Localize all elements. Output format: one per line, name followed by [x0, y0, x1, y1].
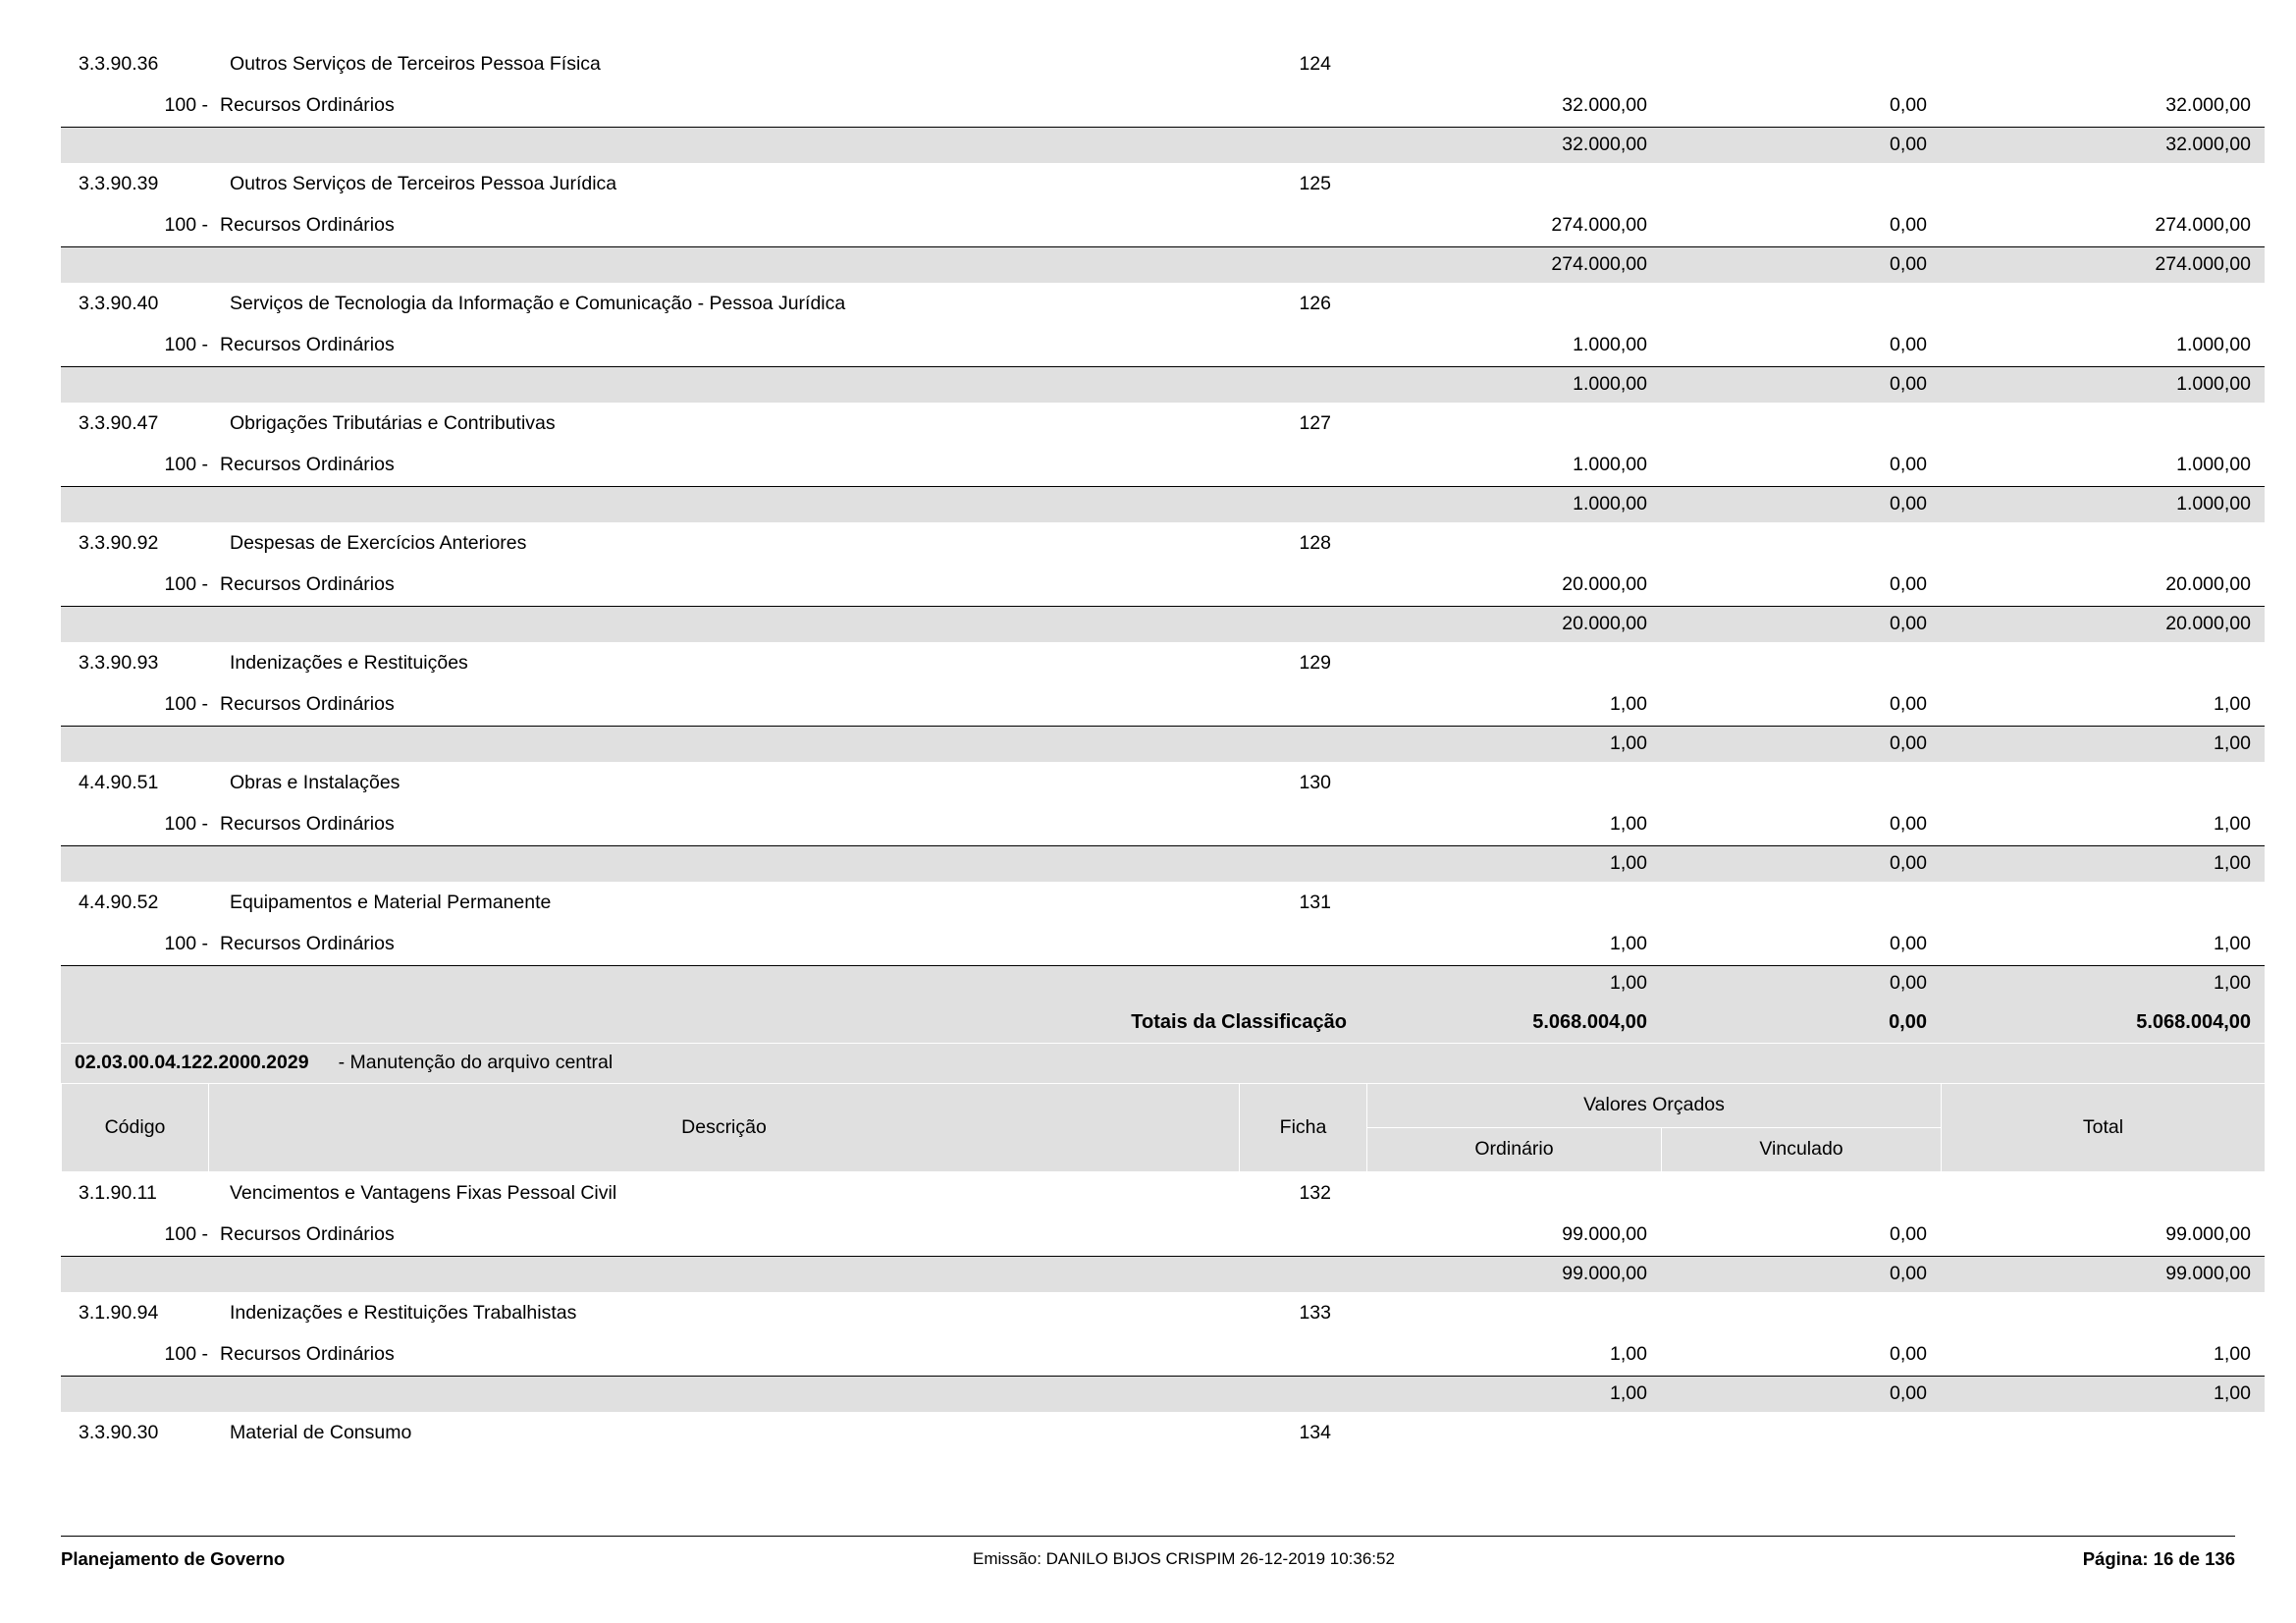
- table-row: [61, 283, 2265, 325]
- subtotal-vinculado: 0,00: [1661, 1257, 1941, 1293]
- entry-code: 3.1.90.94: [79, 1301, 159, 1324]
- source-name: Recursos Ordinários: [220, 454, 395, 476]
- source-code: 100 -: [164, 933, 208, 955]
- table-row: [61, 727, 2265, 763]
- entry-description: Obras e Instalações: [230, 771, 400, 793]
- source-vinculado: 0,00: [1890, 94, 1927, 117]
- subtotal-total: 1,00: [1941, 846, 2265, 883]
- entry-ficha: 131: [1299, 891, 1331, 913]
- entry-description: Indenizações e Restituições: [230, 651, 468, 674]
- entry-code: 3.3.90.93: [79, 651, 159, 674]
- source-code: 100 -: [164, 1223, 208, 1246]
- table-row: [61, 607, 2265, 643]
- section-name: - Manutenção do arquivo central: [338, 1052, 614, 1074]
- totals-ordinario: 5.068.004,00: [1366, 1001, 1661, 1044]
- subtotal-ordinario: 274.000,00: [1366, 247, 1661, 284]
- source-ordinario: 99.000,00: [1562, 1223, 1647, 1246]
- totals-label: Totais da Classificação: [61, 1001, 1366, 1044]
- source-vinculado: 0,00: [1890, 454, 1927, 476]
- section-code: 02.03.00.04.122.2000.2029: [75, 1052, 309, 1074]
- classification-totals-row: [61, 1001, 2265, 1044]
- source-name: Recursos Ordinários: [220, 1223, 395, 1246]
- table-row: [61, 642, 2265, 684]
- table-row: [61, 247, 2265, 284]
- source-ordinario: 1,00: [1610, 933, 1647, 955]
- budget-table-top: [61, 43, 2265, 1083]
- subtotal-ordinario: 1,00: [1366, 727, 1661, 763]
- table-row: [61, 163, 2265, 205]
- table-row: [61, 882, 2265, 924]
- subtotal-total: 20.000,00: [1941, 607, 2265, 643]
- subtotal-total: 1,00: [1941, 727, 2265, 763]
- entry-description: Outros Serviços de Terceiros Pessoa Jurídica: [230, 172, 617, 194]
- subtotal-ordinario: 32.000,00: [1366, 128, 1661, 164]
- table-row: [61, 325, 2265, 367]
- subtotal-total: 1.000,00: [1941, 487, 2265, 523]
- table-row: [61, 1215, 2265, 1257]
- subtotal-vinculado: 0,00: [1661, 487, 1941, 523]
- column-header-descricao: Descrição: [209, 1084, 1240, 1172]
- table-row: [61, 1257, 2265, 1293]
- column-header-ficha: Ficha: [1240, 1084, 1367, 1172]
- entry-code: 3.3.90.47: [79, 411, 159, 434]
- entry-description: Indenizações e Restituições Trabalhistas: [230, 1301, 577, 1324]
- source-ordinario: 1.000,00: [1573, 454, 1647, 476]
- subtotal-total: 274.000,00: [1941, 247, 2265, 284]
- source-ordinario: 1,00: [1610, 693, 1647, 716]
- source-vinculado: 0,00: [1890, 1223, 1927, 1246]
- table-row: [61, 403, 2265, 445]
- entry-description: Equipamentos e Material Permanente: [230, 891, 552, 913]
- table-row: [61, 445, 2265, 487]
- source-code: 100 -: [164, 454, 208, 476]
- entry-ficha: 132: [1299, 1181, 1331, 1204]
- column-header-vinculado: Vinculado: [1662, 1128, 1942, 1172]
- entry-code: 3.3.90.39: [79, 172, 159, 194]
- entry-description: Material de Consumo: [230, 1421, 412, 1443]
- source-code: 100 -: [164, 1343, 208, 1366]
- footer-emission: Emissão: DANILO BIJOS CRISPIM 26-12-2019 10:36:52: [973, 1549, 1395, 1568]
- subtotal-ordinario: 20.000,00: [1366, 607, 1661, 643]
- subtotal-total: 1.000,00: [1941, 367, 2265, 404]
- subtotal-vinculado: 0,00: [1661, 966, 1941, 1002]
- source-name: Recursos Ordinários: [220, 693, 395, 716]
- source-total: 1,00: [2214, 1343, 2251, 1366]
- subtotal-ordinario: 1,00: [1366, 1377, 1661, 1413]
- source-name: Recursos Ordinários: [220, 94, 395, 117]
- source-total: 99.000,00: [2165, 1223, 2251, 1246]
- entry-code: 3.1.90.11: [79, 1181, 157, 1204]
- table-row: [61, 367, 2265, 404]
- table-row: [61, 522, 2265, 565]
- table-row: [61, 85, 2265, 128]
- source-ordinario: 274.000,00: [1551, 214, 1647, 237]
- table-row: [61, 1334, 2265, 1377]
- subtotal-vinculado: 0,00: [1661, 1377, 1941, 1413]
- entry-code: 3.3.90.40: [79, 292, 159, 314]
- source-total: 1.000,00: [2176, 454, 2251, 476]
- subtotal-ordinario: 99.000,00: [1366, 1257, 1661, 1293]
- entry-ficha: 128: [1299, 531, 1331, 554]
- entry-description: Despesas de Exercícios Anteriores: [230, 531, 527, 554]
- subtotal-total: 1,00: [1941, 1377, 2265, 1413]
- source-ordinario: 1,00: [1610, 1343, 1647, 1366]
- subtotal-vinculado: 0,00: [1661, 607, 1941, 643]
- table-row: [61, 565, 2265, 607]
- source-ordinario: 1.000,00: [1573, 334, 1647, 356]
- table-header-block: [61, 1083, 2235, 1172]
- table-row: [61, 1377, 2265, 1413]
- subtotal-vinculado: 0,00: [1661, 727, 1941, 763]
- entry-description: Serviços de Tecnologia da Informação e Comunicação - Pessoa Jurídica: [230, 292, 846, 314]
- subtotal-total: 32.000,00: [1941, 128, 2265, 164]
- source-total: 1.000,00: [2176, 334, 2251, 356]
- footer-page-number: Página: 16 de 136: [2082, 1548, 2235, 1569]
- entry-code: 3.3.90.30: [79, 1421, 159, 1443]
- source-name: Recursos Ordinários: [220, 1343, 395, 1366]
- table-row: [61, 487, 2265, 523]
- source-vinculado: 0,00: [1890, 1343, 1927, 1366]
- table-row: [61, 128, 2265, 164]
- source-name: Recursos Ordinários: [220, 334, 395, 356]
- entry-description: Vencimentos e Vantagens Fixas Pessoal Civil: [230, 1181, 617, 1204]
- column-header-valores-orcados: Valores Orçados: [1367, 1084, 1942, 1128]
- table-row: [61, 205, 2265, 247]
- table-row: [61, 804, 2265, 846]
- source-ordinario: 1,00: [1610, 813, 1647, 836]
- subtotal-total: 1,00: [1941, 966, 2265, 1002]
- entry-code: 4.4.90.51: [79, 771, 159, 793]
- subtotal-ordinario: 1.000,00: [1366, 487, 1661, 523]
- source-total: 1,00: [2214, 693, 2251, 716]
- source-total: 274.000,00: [2155, 214, 2251, 237]
- budget-table-bottom: [61, 1172, 2265, 1454]
- source-vinculado: 0,00: [1890, 334, 1927, 356]
- entry-ficha: 126: [1299, 292, 1331, 314]
- footer-department: Planejamento de Governo: [61, 1548, 286, 1569]
- entry-ficha: 133: [1299, 1301, 1331, 1324]
- source-code: 100 -: [164, 94, 208, 117]
- table-row: [61, 1412, 2265, 1454]
- source-code: 100 -: [164, 334, 208, 356]
- entry-code: 3.3.90.36: [79, 52, 159, 75]
- source-name: Recursos Ordinários: [220, 813, 395, 836]
- subtotal-vinculado: 0,00: [1661, 367, 1941, 404]
- source-code: 100 -: [164, 813, 208, 836]
- subtotal-ordinario: 1,00: [1366, 846, 1661, 883]
- column-header-codigo: Código: [62, 1084, 209, 1172]
- totals-total: 5.068.004,00: [1941, 1001, 2265, 1044]
- subtotal-ordinario: 1,00: [1366, 966, 1661, 1002]
- source-name: Recursos Ordinários: [220, 573, 395, 596]
- page-footer: [61, 1536, 2235, 1570]
- table-row: [61, 924, 2265, 966]
- source-code: 100 -: [164, 214, 208, 237]
- source-vinculado: 0,00: [1890, 214, 1927, 237]
- source-code: 100 -: [164, 573, 208, 596]
- subtotal-vinculado: 0,00: [1661, 128, 1941, 164]
- table-row: [61, 684, 2265, 727]
- source-vinculado: 0,00: [1890, 573, 1927, 596]
- table-row: [61, 846, 2265, 883]
- table-row: [61, 43, 2265, 85]
- source-code: 100 -: [164, 693, 208, 716]
- table-row: [61, 1172, 2265, 1215]
- entry-ficha: 129: [1299, 651, 1331, 674]
- subtotal-vinculado: 0,00: [1661, 247, 1941, 284]
- source-ordinario: 32.000,00: [1562, 94, 1647, 117]
- table-row: [61, 1292, 2265, 1334]
- entry-ficha: 124: [1299, 52, 1331, 75]
- source-total: 1,00: [2214, 813, 2251, 836]
- source-total: 32.000,00: [2165, 94, 2251, 117]
- source-name: Recursos Ordinários: [220, 214, 395, 237]
- subtotal-vinculado: 0,00: [1661, 846, 1941, 883]
- section-header-row: [61, 1044, 2265, 1084]
- entry-code: 3.3.90.92: [79, 531, 159, 554]
- entry-code: 4.4.90.52: [79, 891, 159, 913]
- source-name: Recursos Ordinários: [220, 933, 395, 955]
- source-total: 1,00: [2214, 933, 2251, 955]
- entry-description: Outros Serviços de Terceiros Pessoa Física: [230, 52, 601, 75]
- source-vinculado: 0,00: [1890, 933, 1927, 955]
- entry-ficha: 134: [1299, 1421, 1331, 1443]
- column-header-total: Total: [1942, 1084, 2266, 1172]
- totals-vinculado: 0,00: [1661, 1001, 1941, 1044]
- source-ordinario: 20.000,00: [1562, 573, 1647, 596]
- source-vinculado: 0,00: [1890, 813, 1927, 836]
- subtotal-total: 99.000,00: [1941, 1257, 2265, 1293]
- entry-ficha: 130: [1299, 771, 1331, 793]
- entry-ficha: 125: [1299, 172, 1331, 194]
- source-total: 20.000,00: [2165, 573, 2251, 596]
- table-row: [61, 762, 2265, 804]
- entry-ficha: 127: [1299, 411, 1331, 434]
- source-vinculado: 0,00: [1890, 693, 1927, 716]
- column-header-ordinario: Ordinário: [1367, 1128, 1662, 1172]
- table-row: [61, 966, 2265, 1002]
- entry-description: Obrigações Tributárias e Contributivas: [230, 411, 556, 434]
- subtotal-ordinario: 1.000,00: [1366, 367, 1661, 404]
